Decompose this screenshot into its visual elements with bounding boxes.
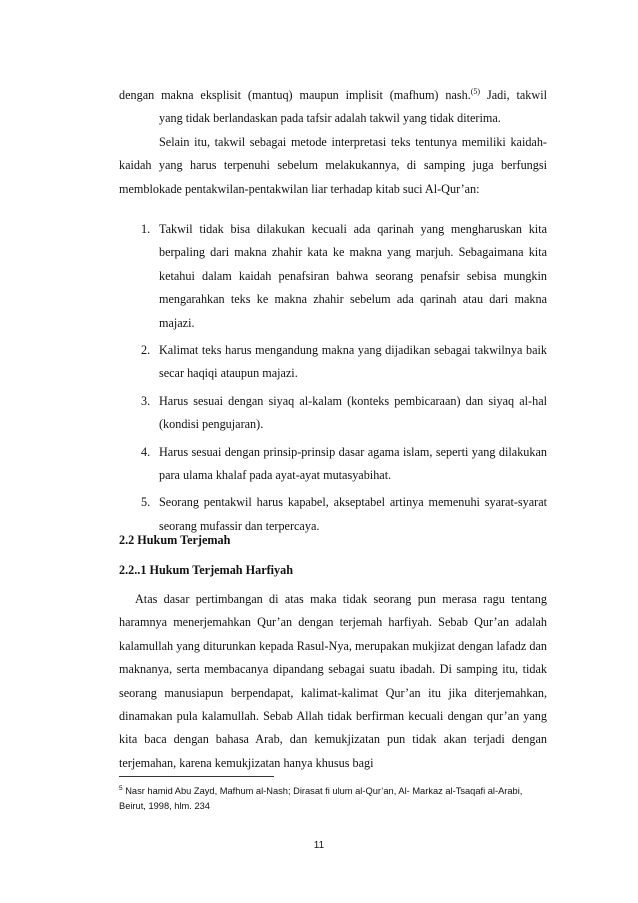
list-item-number: 3. xyxy=(141,393,151,408)
list-item-number: 1. xyxy=(141,222,151,236)
page-number: 11 xyxy=(313,840,325,851)
list-item xyxy=(119,390,547,437)
list-item-text: Seorang pentakwil harus kapabel, akseptabel artinya memenuhi syarat-syarat seorang mufassir dan terpercaya. xyxy=(159,495,547,533)
intro-text: dengan makna eksplisit (mantuq) maupun implisit (mafhum) nash. xyxy=(119,88,471,102)
footnote-reference: (5) xyxy=(470,87,481,96)
selain-paragraph: Selain itu, takwil sebagai metode interpretasi teks tentunya memiliki kaidah-kaidah yang harus terpenuhi sebelum melakukannya, di samping juga berfungsi memblokade pentakwilan-pentakwilan liar terhadap kitab suci Al-Qur’an: xyxy=(119,134,547,196)
list-item-number: 2. xyxy=(141,343,151,358)
intro-paragraph xyxy=(119,84,547,201)
list-item-number: 5. xyxy=(141,495,151,510)
list-item xyxy=(119,441,547,488)
subsection-heading-2-2-1: 2.2..1 Hukum Terjemah Harfiyah xyxy=(119,563,294,577)
list-item-number: 4. xyxy=(141,444,151,459)
list-item xyxy=(119,218,547,335)
footnote-divider xyxy=(119,776,274,777)
footnote xyxy=(119,784,551,814)
section-heading-2-2: 2.2 Hukum Terjemah xyxy=(119,533,231,547)
intro-line-1 xyxy=(119,84,547,107)
intro-text-end: Jadi, takwil xyxy=(480,88,547,102)
intro-line-2: yang tidak berlandaskan pada tafsir adalah takwil yang tidak diterima. xyxy=(159,111,501,126)
list-item xyxy=(119,339,547,386)
takwil-rules-list xyxy=(119,218,547,542)
footnote-marker: 5 xyxy=(119,785,123,792)
harfiyah-paragraph: Atas dasar pertimbangan di atas maka tidak seorang pun merasa ragu tentang haramnya menerjemahkan Qur’an dengan terjemah harfiyah. Sebab Qur’an adalah kalamullah yang diturunkan kepada Rasul-Nya, merupakan mukjizat dengan lafadz dan maknanya, serta membacanya dipandang sebagai suatu ibadah. Di samping itu, tidak seorang manusiapun berpendapat, kalimat-kalimat Qur’an itu jika diterjemahkan, dinamakan pula kalamullah. Sebab Allah tidak berfirman kecuali dengan qur’an yang kita baca dengan bahasa Arab, dan kemukjizatan pun tidak akan terjadi dengan terjemahan, karena kemukjizatan hanya khusus bagi xyxy=(119,592,547,770)
list-item-text: Takwil tidak bisa dilakukan kecuali ada qarinah yang mengharuskan kita berpaling dari makna zhahir kata ke makna yang marjuh. Sebagaimana kita ketahui dalam kaidah penafsiran bahwa seorang penafsir sebisa mungkin mengarahkan teks ke makna zhahir sebelum ada qarinah atau dari makna majazi. xyxy=(159,222,547,330)
list-item xyxy=(119,491,547,538)
footnote-text: Nasr hamid Abu Zayd, Mafhum al-Nash; Dirasat fi ulum al-Qur’an, Al- Markaz al-Tsaqafi al-Arabi, Beirut, 1998, hlm. 234 xyxy=(119,786,523,811)
list-item-text: Harus sesuai dengan siyaq al-kalam (konteks pembicaraan) dan siyaq al-hal (kondisi pengujaran). xyxy=(159,393,547,432)
list-item-text: Kalimat teks harus mengandung makna yang dijadikan sebagai takwilnya baik secar haqiqi ataupun majazi. xyxy=(159,343,547,381)
list-item-text: Harus sesuai dengan prinsip-prinsip dasar agama islam, seperti yang dilakukan para ulama khalaf pada ayat-ayat mutasyabihat. xyxy=(159,444,547,483)
